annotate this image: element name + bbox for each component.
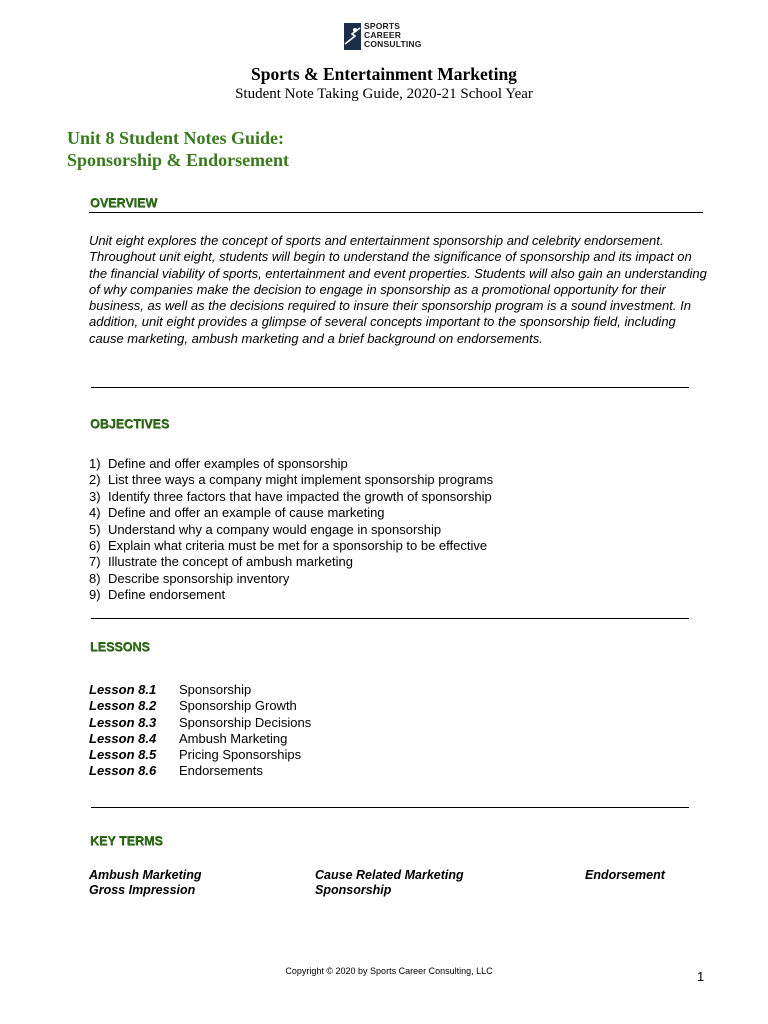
key-term: Sponsorship (315, 883, 392, 897)
list-item: 1) Define and offer examples of sponsorship (89, 456, 348, 471)
lesson-row: Lesson 8.1 Sponsorship (89, 682, 252, 697)
section-divider (91, 387, 689, 388)
key-term: Cause Related Marketing (315, 868, 464, 882)
lessons-heading: LESSONS (90, 640, 150, 654)
list-item: 5) Understand why a company would engage in sponsorship (89, 521, 442, 537)
list-item: 7) Illustrate the concept of ambush marketing (89, 554, 353, 570)
overview-text: Unit eight explores the concept of sports and entertainment sponsorship and celebrity endorsement. Throughout unit eight, students will begin to understand the significance of sponsorship and its impact on the financial viability of sports, entertainment and event properties. Students will also gain an understanding of why companies make the decision to engage in sponsorship as a promotional opportunity for their business, as well as the decisions required to insure their sponsorship program is a sound investment. In addition, unit eight provides a glimpse of several concepts important to the sponsorship field, including cause marketing, ambush marketing and a brief background on endorsements. (89, 233, 707, 346)
list-item: 8) Describe sponsorship inventory (89, 570, 290, 586)
section-divider (91, 807, 689, 808)
page-number: 1 (697, 969, 705, 984)
logo-mark-icon (343, 22, 365, 52)
overview-heading: OVERVIEW (90, 196, 158, 210)
lesson-row: Lesson 8.3 Sponsorship Decisions (89, 714, 312, 730)
lesson-row: Lesson 8.2 Sponsorship Growth (89, 698, 297, 714)
overview-rule (89, 212, 703, 213)
key-terms-heading: KEY TERMS (90, 834, 163, 848)
key-term: Gross Impression (89, 883, 196, 897)
list-item: 3) Identify three factors that have impacted the growth of sponsorship (89, 488, 492, 504)
document-subtitle: Student Note Taking Guide, 2020-21 School Year (235, 86, 533, 102)
list-item: 9) Define endorsement (89, 587, 226, 603)
unit-title-line-2: Sponsorship & Endorsement (67, 150, 290, 170)
list-item: 2) List three ways a company might implement sponsorship programs (89, 472, 494, 488)
lessons-list (89, 682, 311, 780)
list-item: 4) Define and offer an example of cause marketing (89, 505, 385, 521)
objectives-list (89, 456, 493, 604)
document-title: Sports & Entertainment Marketing (251, 64, 517, 84)
copyright-notice: Copyright © 2020 by Sports Career Consulting, LLC (285, 966, 493, 976)
lesson-row: Lesson 8.4 Ambush Marketing (89, 730, 288, 746)
key-term: Ambush Marketing (89, 868, 202, 882)
company-logo (343, 22, 435, 56)
lesson-row: Lesson 8.5 Pricing Sponsorships (89, 747, 302, 763)
objectives-heading: OBJECTIVES (90, 417, 170, 431)
section-divider (91, 618, 689, 619)
list-item: 6) Explain what criteria must be met for a sponsorship to be effective (89, 538, 488, 554)
key-term: Endorsement (585, 868, 665, 882)
unit-title (67, 127, 289, 171)
unit-title-line-1: Unit 8 Student Notes Guide: (67, 128, 285, 148)
logo-wordmark: SPORTS CAREER CONSULTING (364, 21, 422, 49)
lesson-row: Lesson 8.6 Endorsements (89, 763, 263, 779)
